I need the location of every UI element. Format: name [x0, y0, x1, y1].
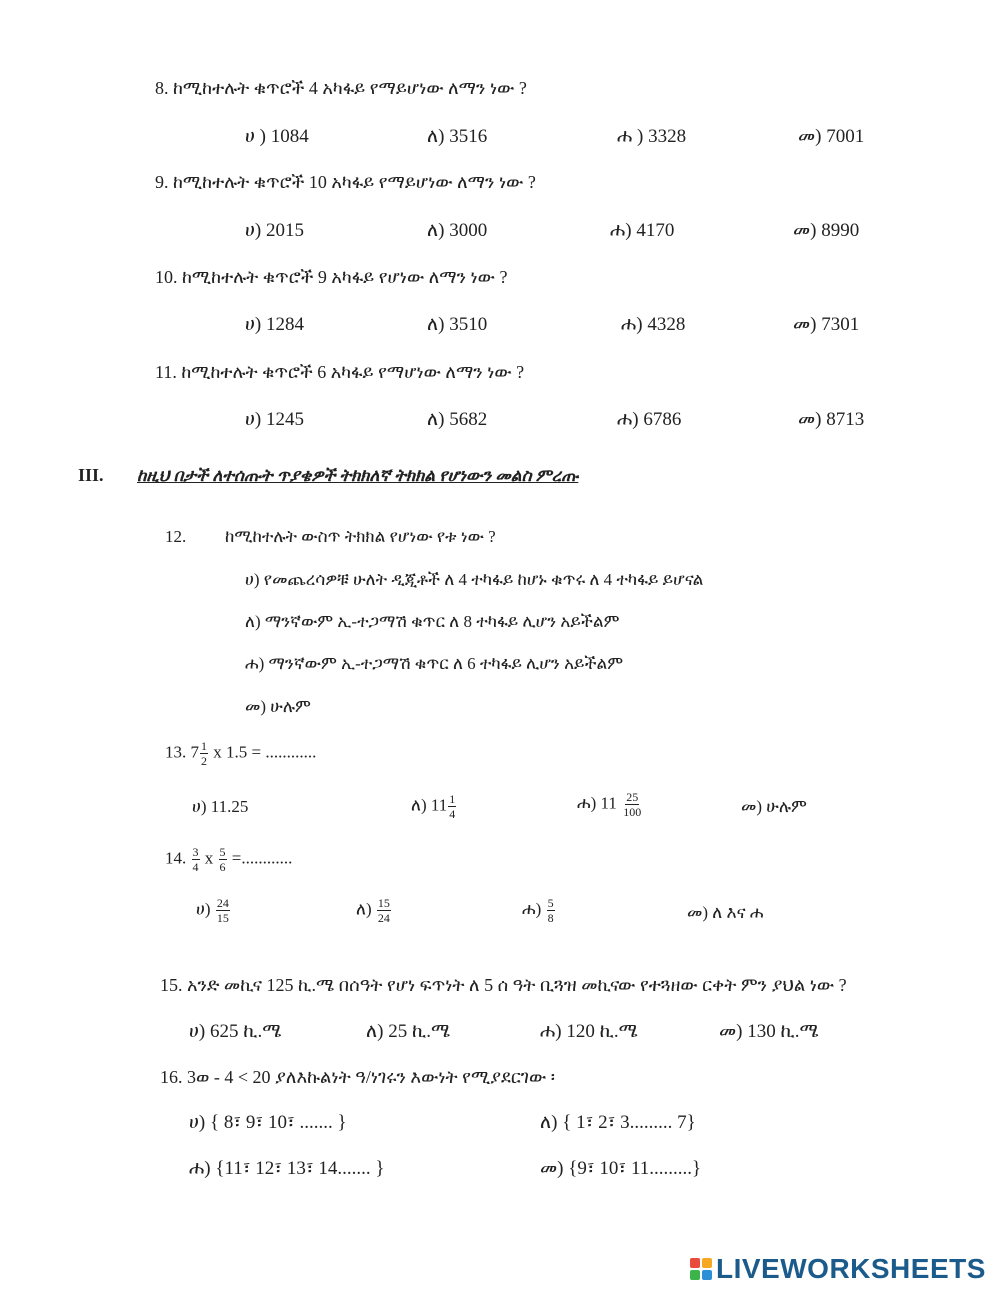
q13-c-numerator: 25 — [626, 790, 639, 804]
q15-option-a[interactable]: ሀ) 625 ኪ.ሜ — [189, 1021, 282, 1042]
question-9: 9. ከሚከተሉት ቁጥሮች 10 አካፋይ የማይሆነው ለማን ነው ? — [155, 172, 536, 192]
q14-f1-numerator: 3 — [192, 845, 199, 859]
q8-option-d[interactable]: መ) 7001 — [798, 126, 865, 147]
q14-c-numerator: 5 — [547, 896, 554, 910]
q13-fraction — [200, 740, 208, 767]
q13-b-prefix: ለ) 11 — [411, 795, 448, 815]
q14-b-denominator: 24 — [377, 911, 390, 925]
q15-option-c[interactable]: ሐ) 120 ኪ.ሜ — [540, 1021, 638, 1042]
q14-option-c[interactable] — [522, 897, 556, 924]
q16-option-a[interactable]: ሀ) { 8፣ 9፣ 10፣ ....... } — [189, 1112, 347, 1133]
q13-frac-denominator: 2 — [201, 754, 207, 768]
q12-option-b[interactable]: ለ) ማንኛውም ኢ-ተጋማሽ ቁጥር ለ 8 ተካፋይ ሊሆን አይችልም — [245, 612, 620, 631]
q13-c-prefix: ሐ) 11 — [577, 793, 622, 813]
q9-option-c[interactable]: ሐ) 4170 — [610, 220, 675, 241]
q14-f2-denominator: 6 — [219, 860, 226, 874]
q10-option-a[interactable]: ሀ) 1284 — [245, 314, 305, 335]
q14-c-fraction — [547, 897, 555, 924]
question-12-number: 12. — [165, 527, 187, 546]
q10-option-d[interactable]: መ) 7301 — [793, 314, 860, 335]
q13-suffix: x 1.5 = ............ — [209, 742, 317, 762]
q13-b-numerator: 1 — [449, 792, 456, 806]
question-16: 16. 3ወ - 4 < 20 ያለእኩልነት ዓ/ነገሩን እውነት የሚያደርገው ፡ — [160, 1067, 556, 1087]
q11-option-c[interactable]: ሐ) 6786 — [617, 409, 682, 430]
q10-option-c[interactable]: ሐ) 4328 — [621, 314, 686, 335]
q14-b-prefix: ለ) — [356, 899, 376, 919]
q15-option-d[interactable]: መ) 130 ኪ.ሜ — [719, 1021, 819, 1042]
q10-option-b[interactable]: ለ) 3510 — [427, 314, 488, 335]
q14-multiply: x — [200, 848, 218, 868]
q14-f1-denominator: 4 — [192, 860, 199, 874]
q13-option-d[interactable]: መ) ሁሉም — [741, 797, 807, 816]
q13-option-b[interactable] — [411, 793, 457, 820]
q14-option-b[interactable] — [356, 897, 392, 924]
q14-fraction-1 — [192, 846, 200, 873]
q13-b-denominator: 4 — [449, 807, 456, 821]
q12-option-c[interactable]: ሐ) ማንኛውም ኢ-ተጋማሽ ቁጥር ለ 6 ተካፋይ ሊሆን አይችልም — [245, 654, 624, 673]
q13-option-a[interactable]: ሀ) 11.25 — [192, 797, 249, 816]
q13-c-fraction — [622, 791, 642, 818]
q11-option-b[interactable]: ለ) 5682 — [427, 409, 488, 430]
q14-option-d[interactable]: መ) ለ እና ሐ — [687, 903, 764, 922]
question-8: 8. ከሚከተሉት ቁጥሮች 4 አካፋይ የማይሆነው ለማን ነው ? — [155, 78, 527, 98]
q11-option-a[interactable]: ሀ) 1245 — [245, 409, 305, 430]
question-14 — [165, 846, 292, 873]
question-12: ከሚከተሉት ውስጥ ትክክል የሆነው የቱ ነው ? — [225, 527, 496, 546]
logo-square — [702, 1270, 712, 1280]
q13-option-c[interactable] — [577, 791, 643, 818]
q14-prefix: 14. — [165, 848, 191, 868]
q8-option-a[interactable]: ሀ ) 1084 — [245, 126, 309, 147]
q14-b-fraction — [377, 897, 391, 924]
q13-c-denominator: 100 — [623, 805, 642, 819]
q14-c-denominator: 8 — [547, 911, 554, 925]
logo-text: LIVEWORKSHEETS — [716, 1253, 986, 1284]
q9-option-b[interactable]: ለ) 3000 — [427, 220, 488, 241]
q16-option-d[interactable]: መ) {9፣ 10፣ 11.........} — [540, 1158, 702, 1179]
q12-option-a[interactable]: ሀ) የመጨረሳዎቹ ሁለት ዲጂቶች ለ 4 ተካፋይ ከሆኑ ቁጥሩ ለ 4 ተካፋይ ይሆናል — [245, 570, 704, 589]
q13-frac-numerator: 1 — [201, 739, 207, 753]
logo-square — [690, 1258, 700, 1268]
q14-suffix: =............ — [227, 848, 293, 868]
question-10: 10. ከሚከተሉት ቁጥሮች 9 አካፋይ የሆነው ለማን ነው ? — [155, 267, 508, 287]
q16-option-c[interactable]: ሐ) {11፣ 12፣ 13፣ 14....... } — [189, 1158, 385, 1179]
q14-option-a[interactable] — [196, 897, 231, 924]
question-11: 11. ከሚከተሉት ቁጥሮች 6 አካፋይ የማሆነው ለማን ነው ? — [155, 362, 525, 382]
q8-option-b[interactable]: ለ) 3516 — [427, 126, 488, 147]
q14-a-fraction — [216, 897, 230, 924]
q11-option-d[interactable]: መ) 8713 — [798, 409, 865, 430]
q14-c-prefix: ሐ) — [522, 899, 546, 919]
q9-option-d[interactable]: መ) 8990 — [793, 220, 860, 241]
logo-square — [702, 1258, 712, 1268]
section-number: III. — [78, 465, 104, 485]
q14-f2-numerator: 5 — [219, 845, 226, 859]
q14-a-denominator: 15 — [216, 911, 229, 925]
q9-option-a[interactable]: ሀ) 2015 — [245, 220, 305, 241]
question-13 — [165, 740, 316, 767]
section-title: ከዚህ በታች ለተሰጡት ጥያቄዎች ትክክለኛ ትክክል የሆነውን መልስ ምረጡ — [137, 466, 579, 485]
liveworksheets-logo — [690, 1253, 986, 1285]
q14-a-prefix: ሀ) — [196, 899, 215, 919]
q8-option-c[interactable]: ሐ ) 3328 — [617, 126, 687, 147]
question-15: 15. አንድ መኪና 125 ኪ.ሜ በሰዓት የሆነ ፍጥነት ለ 5 ሰ ዓት ቢጓዝ መኪናው የተጓዘው ርቀት ምን ያህል ነው ? — [160, 975, 847, 995]
q15-option-b[interactable]: ለ) 25 ኪ.ሜ — [366, 1021, 451, 1042]
logo-square — [690, 1270, 700, 1280]
q13-prefix: 13. 7 — [165, 742, 199, 762]
q16-option-b[interactable]: ለ) { 1፣ 2፣ 3......... 7} — [540, 1112, 696, 1133]
logo-icon — [690, 1258, 712, 1280]
q14-fraction-2 — [219, 846, 227, 873]
q13-b-fraction — [448, 793, 456, 820]
q12-option-d[interactable]: መ) ሁሉም — [245, 697, 311, 716]
q14-a-numerator: 24 — [216, 896, 229, 910]
q14-b-numerator: 15 — [377, 896, 390, 910]
